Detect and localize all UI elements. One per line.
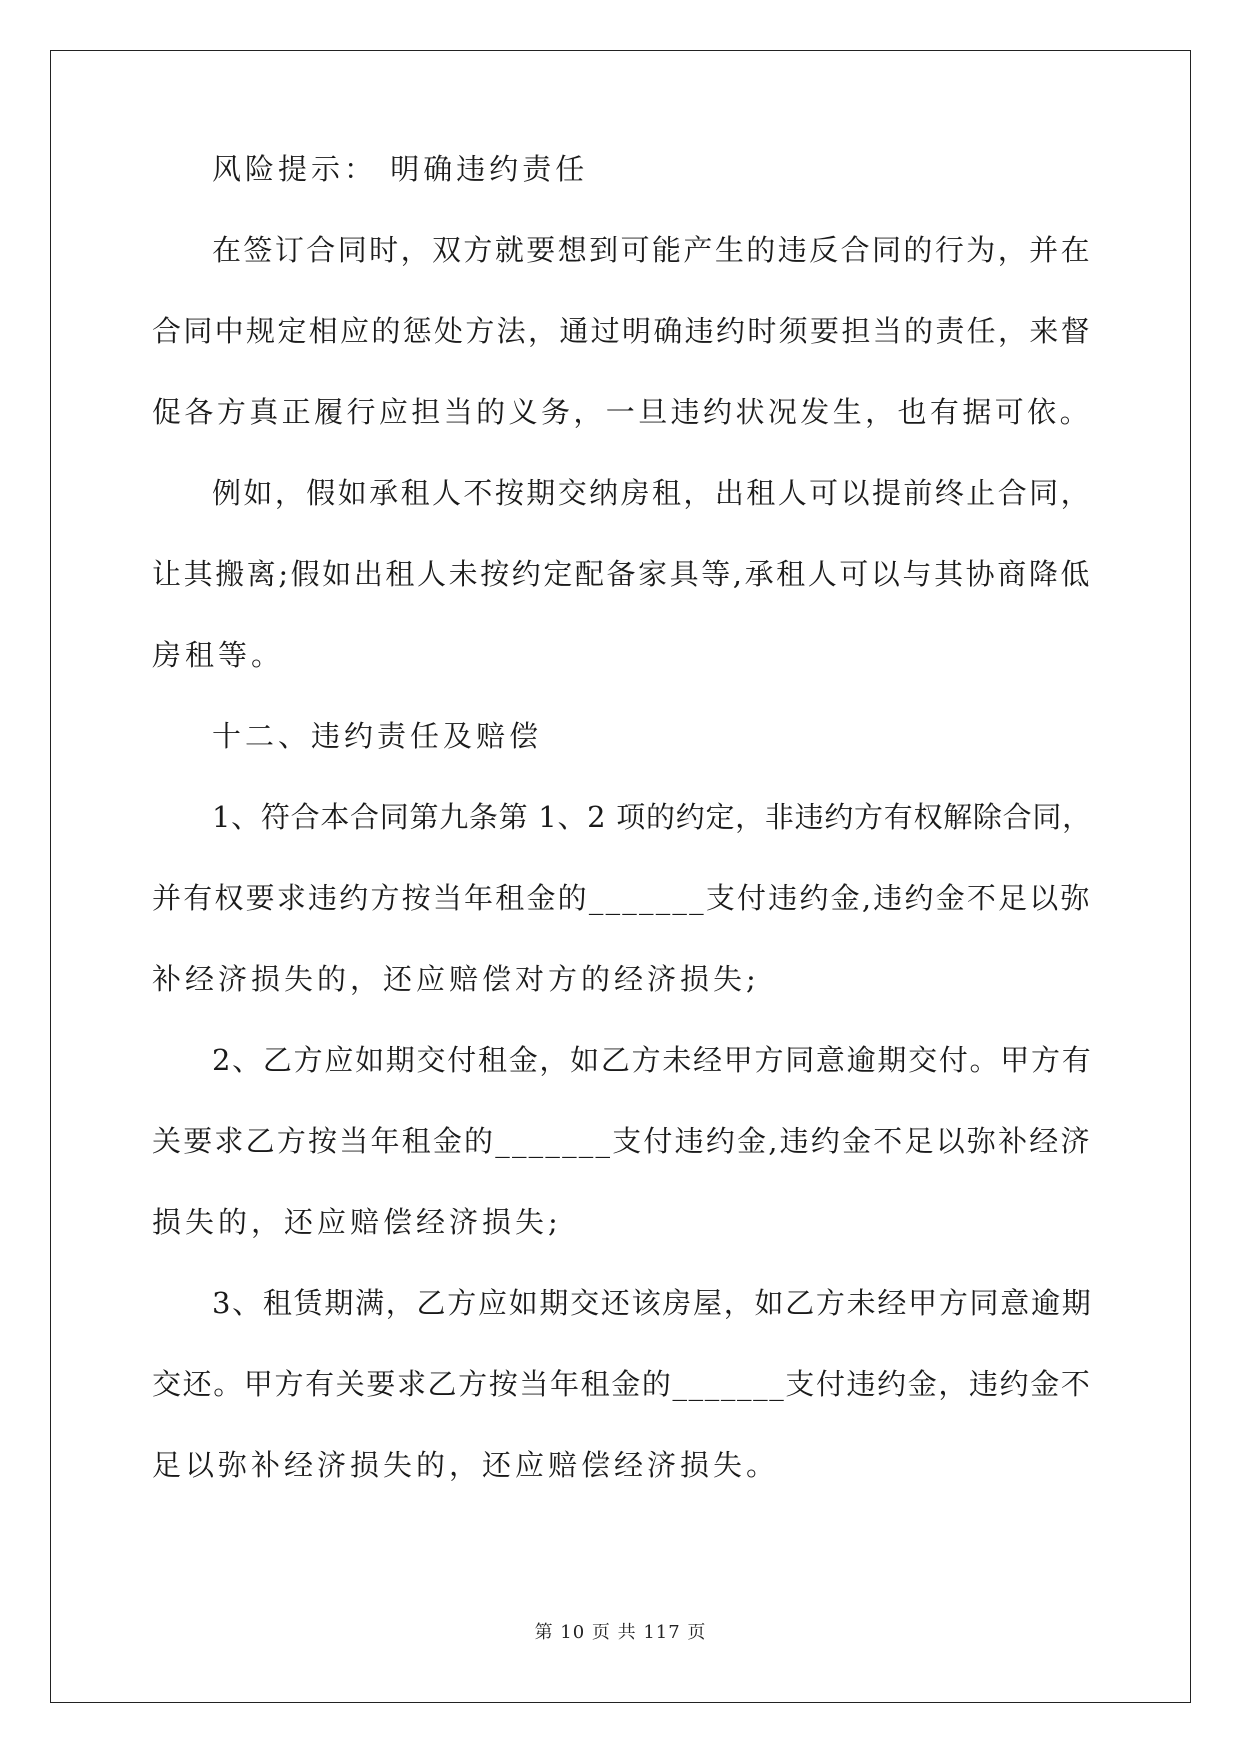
document-line: 关要求乙方按当年租金的_______支付违约金,违约金不足以弥补经济 [152, 1124, 1092, 1158]
document-line: 风险提示： 明确违约责任 [212, 152, 589, 186]
document-line: 并有权要求违约方按当年租金的_______支付违约金,违约金不足以弥 [152, 881, 1092, 915]
document-line: 促各方真正履行应担当的义务，一旦违约状况发生，也有据可依。 [152, 395, 1093, 429]
document-line: 3、租赁期满，乙方应如期交还该房屋，如乙方未经甲方同意逾期 [212, 1286, 1093, 1320]
document-line: 1、符合本合同第九条第 1、2 项的约定，非违约方有权解除合同， [212, 800, 1092, 834]
document-line: 在签订合同时，双方就要想到可能产生的违反合同的行为，并在 [212, 233, 1093, 267]
document-line: 合同中规定相应的惩处方法，通过明确违约时须要担当的责任，来督 [152, 314, 1093, 348]
document-line: 例如，假如承租人不按期交纳房租，出租人可以提前终止合同， [212, 476, 1093, 510]
document-line: 损失的，还应赔偿经济损失; [152, 1205, 562, 1239]
document-line: 房租等。 [152, 638, 285, 672]
document-line: 足以弥补经济损失的，还应赔偿经济损失。 [152, 1448, 780, 1482]
section-heading: 十二、违约责任及赔偿 [212, 719, 543, 753]
document-line: 交还。甲方有关要求乙方按当年租金的_______支付违约金，违约金不 [152, 1367, 1092, 1401]
page-number-footer: 第 10 页 共 117 页 [534, 1622, 707, 1643]
document-line: 2、乙方应如期交付租金，如乙方未经甲方同意逾期交付。甲方有 [212, 1043, 1093, 1077]
document-line: 补经济损失的，还应赔偿对方的经济损失; [152, 962, 760, 996]
document-body [152, 129, 1092, 1506]
document-line: 让其搬离;假如出租人未按约定配备家具等,承租人可以与其协商降低 [152, 557, 1092, 591]
